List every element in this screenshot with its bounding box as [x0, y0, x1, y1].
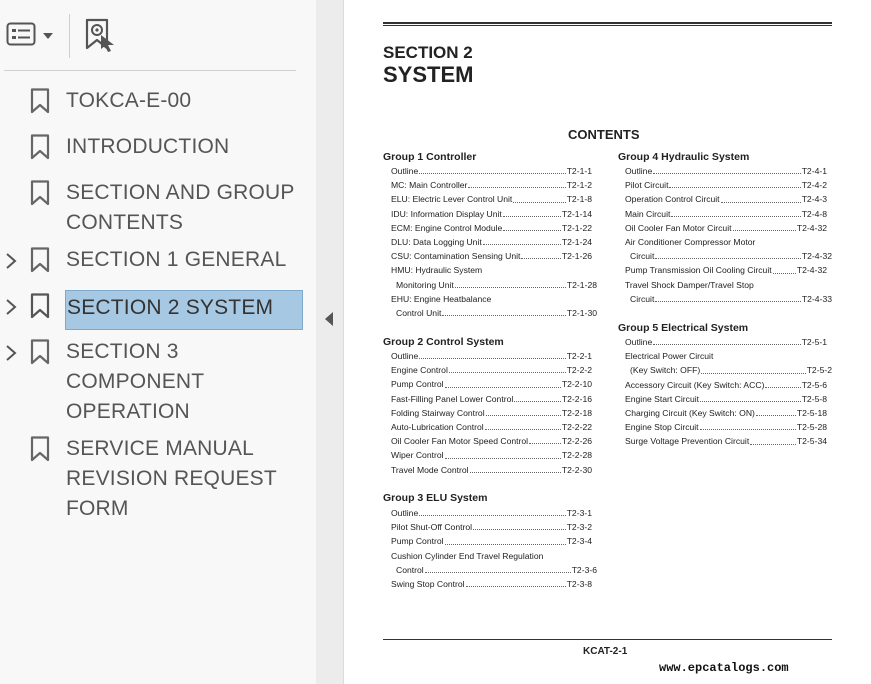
- toc-entry[interactable]: [391, 349, 592, 363]
- bookmark-label: SECTION AND GROUP CONTENTS: [66, 181, 295, 234]
- top-rule: [383, 22, 832, 24]
- toc-entry-label: Pump Control: [391, 536, 444, 547]
- toc-leader-dots: [455, 278, 566, 288]
- toc-entry[interactable]: [391, 292, 592, 306]
- toc-leader-dots: [521, 249, 560, 259]
- toc-entry-label: (Key Switch: OFF): [630, 365, 701, 376]
- toc-entry-page: T2-5-8: [801, 393, 827, 404]
- toc-entry-label: Outline: [391, 508, 419, 518]
- toc-entry-label: Electrical Power Circuit: [625, 351, 714, 362]
- toc-entry-label: Outline: [391, 351, 419, 361]
- toc-leader-dots: [503, 221, 561, 231]
- toc-entry[interactable]: [625, 278, 827, 292]
- bookmark-label: SECTION 1 GENERAL: [66, 248, 287, 271]
- group-title: Group 2 Control System: [383, 336, 504, 348]
- bookmark-options-button[interactable]: [6, 22, 56, 50]
- toc-leader-dots: [445, 534, 566, 544]
- toc-entry-label: Control: [396, 564, 424, 575]
- toc-entry[interactable]: [391, 306, 597, 320]
- bookmark-icon: [30, 293, 50, 319]
- toc-entry-page: T2-1-14: [561, 208, 592, 219]
- toc-entry-page: T2-1-2: [566, 180, 592, 191]
- toc-entry[interactable]: [625, 263, 827, 277]
- toc-entry-label: Engine Control: [391, 365, 448, 376]
- group-title: Group 4 Hydraulic System: [618, 151, 750, 163]
- toc-leader-dots: [473, 520, 566, 530]
- triangle-left-icon: [324, 311, 334, 327]
- toc-list: [625, 164, 832, 306]
- toc-entry-label: Outline: [391, 166, 419, 176]
- toc-entry-page: T2-4-1: [801, 166, 827, 176]
- group-title: Group 1 Controller: [383, 151, 477, 163]
- toc-entry[interactable]: [625, 420, 827, 434]
- toc-entry[interactable]: [391, 235, 592, 249]
- panel-collapse-button[interactable]: [316, 0, 344, 684]
- find-bookmark-button[interactable]: [84, 18, 118, 54]
- toc-leader-dots: [425, 563, 571, 573]
- toc-leader-dots: [733, 221, 796, 231]
- toc-entry[interactable]: [391, 363, 592, 377]
- toc-entry-label: Travel Shock Damper/Travel Stop: [625, 279, 754, 290]
- toc-entry-page: T2-3-1: [566, 508, 592, 518]
- toc-entry[interactable]: [391, 263, 592, 277]
- toc-list: [391, 349, 592, 477]
- top-rule-thin: [383, 25, 832, 26]
- toc-entry-label: ECM: Engine Control Module: [391, 222, 503, 233]
- toc-entry-page: T2-2-28: [561, 450, 592, 461]
- toc-entry[interactable]: [625, 178, 827, 192]
- chevron-right-icon[interactable]: [4, 298, 18, 316]
- toc-entry-page: T2-2-16: [561, 393, 592, 404]
- toc-entry-label: Folding Stairway Control: [391, 407, 485, 418]
- bookmark-item-service-manual-revision-request-form[interactable]: [0, 434, 316, 526]
- toc-entry[interactable]: [625, 349, 827, 363]
- toc-entry-label: CSU: Contamination Sensing Unit: [391, 251, 521, 262]
- toc-entry-page: T2-1-22: [561, 222, 592, 233]
- page-code: KCAT-2-1: [583, 646, 628, 657]
- toc-entry-page: T2-4-32: [796, 265, 827, 276]
- toc-entry-page: T2-2-10: [561, 379, 592, 390]
- toc-entry-page: T2-2-30: [561, 464, 592, 475]
- footer-rule: [383, 639, 832, 640]
- toc-entry-page: T2-3-2: [566, 522, 592, 533]
- toc-list: [625, 335, 832, 449]
- toc-leader-dots: [701, 363, 805, 373]
- toc-leader-dots: [756, 406, 796, 416]
- toc-entry-page: T2-2-1: [566, 351, 592, 361]
- toc-entry-page: T2-2-26: [561, 436, 592, 447]
- toc-leader-dots: [468, 178, 565, 188]
- toc-leader-dots: [486, 406, 561, 416]
- bookmark-label: SERVICE MANUAL REVISION REQUEST FORM: [66, 437, 277, 520]
- toc-entry-label: DLU: Data Logging Unit: [391, 237, 482, 248]
- toc-entry-page: T2-1-1: [566, 166, 592, 176]
- toc-leader-dots: [653, 335, 800, 345]
- toc-entry-label: Oil Cooler Fan Motor Speed Control: [391, 436, 529, 447]
- toc-leader-dots: [449, 363, 566, 373]
- toc-entry-label: Engine Stop Circuit: [625, 422, 699, 433]
- toc-entry-label: Fast-Filling Panel Lower Control: [391, 393, 514, 404]
- toc-leader-dots: [470, 463, 561, 473]
- toc-entry-page: T2-5-34: [796, 436, 827, 447]
- toc-entry-label: Pilot Shut-Off Control: [391, 522, 473, 533]
- toc-entry-page: T2-5-18: [796, 408, 827, 419]
- bookmark-label: SECTION 3 COMPONENT OPERATION: [66, 340, 205, 423]
- toc-entry-label: ELU: Electric Lever Control Unit: [391, 194, 513, 205]
- toc-entry[interactable]: [391, 506, 592, 520]
- toc-entry[interactable]: [391, 178, 592, 192]
- toolbar-divider: [69, 14, 70, 58]
- contents-heading: CONTENTS: [568, 127, 640, 142]
- bookmark-label: TOKCA-E-00: [66, 89, 192, 112]
- toc-entry-page: T2-5-6: [801, 379, 827, 390]
- toc-entry[interactable]: [625, 335, 827, 349]
- toc-leader-dots: [513, 192, 565, 202]
- toc-entry-page: T2-1-26: [561, 251, 592, 262]
- toc-entry-page: T2-4-32: [801, 251, 832, 262]
- toc-entry-label: MC: Main Controller: [391, 180, 468, 191]
- chevron-right-icon[interactable]: [4, 252, 18, 270]
- toc-entry-label: Engine Start Circuit: [625, 393, 700, 404]
- bookmark-label: INTRODUCTION: [66, 135, 230, 158]
- chevron-down-icon: [42, 32, 54, 40]
- toc-leader-dots: [750, 434, 796, 444]
- toc-entry[interactable]: [625, 363, 832, 377]
- toc-leader-dots: [442, 306, 566, 316]
- toc-entry[interactable]: [391, 392, 592, 406]
- toc-entry[interactable]: [625, 406, 827, 420]
- toc-entry-page: T2-4-32: [796, 222, 827, 233]
- bookmark-search-icon: [84, 18, 118, 54]
- toc-leader-dots: [700, 420, 796, 430]
- bookmark-icon: [30, 436, 50, 462]
- toc-leader-dots: [503, 207, 561, 217]
- bookmark-icon: [30, 180, 50, 206]
- bookmarks-panel: [0, 0, 317, 684]
- toc-leader-dots: [655, 249, 801, 259]
- toc-entry-label: Accessory Circuit (Key Switch: ACC): [625, 379, 765, 390]
- toc-entry[interactable]: [625, 207, 827, 221]
- toc-list: [391, 164, 597, 320]
- toc-leader-dots: [700, 392, 801, 402]
- toc-entry[interactable]: [391, 249, 592, 263]
- toc-leader-dots: [445, 448, 561, 458]
- toc-leader-dots: [669, 178, 800, 188]
- toc-entry-page: T2-4-8: [801, 208, 827, 219]
- toc-entry[interactable]: [625, 221, 827, 235]
- section-title: SYSTEM: [383, 62, 474, 87]
- toc-entry[interactable]: [391, 221, 592, 235]
- toc-entry-label: Charging Circuit (Key Switch: ON): [625, 408, 755, 419]
- bookmark-icon: [30, 88, 50, 114]
- toc-entry-label: HMU: Hydraulic System: [391, 265, 483, 276]
- toc-leader-dots: [671, 207, 800, 217]
- toc-entry-page: T2-5-1: [801, 337, 827, 347]
- toc-leader-dots: [419, 164, 565, 174]
- toc-entry-page: T2-5-2: [806, 365, 832, 376]
- toc-entry-label: Travel Mode Control: [391, 464, 469, 475]
- toc-entry-label: Pump Control: [391, 379, 444, 390]
- toc-entry[interactable]: [391, 420, 592, 434]
- toc-leader-dots: [483, 235, 561, 245]
- section-number: SECTION 2: [383, 43, 473, 62]
- bookmark-item-section-1-general[interactable]: [0, 245, 316, 277]
- toc-entry-label: IDU: Information Display Unit: [391, 208, 502, 219]
- toc-entry-label: Swing Stop Control: [391, 579, 465, 590]
- toc-entry-label: EHU: Engine Heatbalance: [391, 293, 492, 304]
- bookmark-label: SECTION 2 SYSTEM: [65, 290, 303, 330]
- toc-entry[interactable]: [391, 192, 592, 206]
- bookmark-icon: [30, 134, 50, 160]
- toc-entry[interactable]: [625, 192, 827, 206]
- toc-entry-page: T2-2-18: [561, 407, 592, 418]
- toc-entry[interactable]: [391, 520, 592, 534]
- options-list-icon: [6, 22, 36, 48]
- toc-entry[interactable]: [391, 406, 592, 420]
- toc-entry-page: T2-5-28: [796, 422, 827, 433]
- toc-leader-dots: [721, 192, 801, 202]
- toc-entry[interactable]: [625, 249, 832, 263]
- bookmark-icon: [30, 247, 50, 273]
- toc-entry-page: T2-2-2: [566, 365, 592, 376]
- toc-entry-page: T2-4-33: [801, 293, 832, 304]
- toc-entry-page: T2-2-22: [561, 422, 592, 433]
- toc-entry-label: Pump Transmission Oil Cooling Circuit: [625, 265, 772, 276]
- bookmark-item-section-3-component-operation[interactable]: [0, 337, 316, 429]
- bookmark-icon: [30, 339, 50, 365]
- toc-entry-label: Circuit: [630, 293, 655, 304]
- toc-entry[interactable]: [391, 534, 592, 548]
- toc-entry-page: T2-3-6: [571, 564, 597, 575]
- toc-leader-dots: [445, 377, 561, 387]
- toc-entry-label: Pilot Circuit: [625, 180, 669, 191]
- toc-entry-page: T2-1-30: [566, 308, 597, 319]
- toc-leader-dots: [419, 349, 565, 359]
- toc-leader-dots: [529, 434, 561, 444]
- toc-entry[interactable]: [391, 577, 592, 591]
- toc-leader-dots: [773, 263, 796, 273]
- bookmark-item-section-and-group-contents[interactable]: [0, 178, 316, 240]
- toc-entry-page: T2-1-24: [561, 237, 592, 248]
- toc-entry-label: Surge Voltage Prevention Circuit: [625, 436, 750, 447]
- toc-entry-page: T2-4-3: [801, 194, 827, 205]
- toc-entry[interactable]: [391, 463, 592, 477]
- group-title: Group 5 Electrical System: [618, 322, 749, 334]
- toc-leader-dots: [655, 292, 801, 302]
- toc-entry[interactable]: [391, 377, 592, 391]
- toc-entry-label: Monitoring Unit: [396, 279, 454, 290]
- toc-entry[interactable]: [391, 434, 592, 448]
- toc-entry[interactable]: [625, 378, 827, 392]
- toc-entry-label: Cushion Cylinder End Travel Regulation: [391, 550, 544, 561]
- document-page: [344, 0, 871, 684]
- toc-entry-label: Outline: [625, 166, 653, 176]
- toc-leader-dots: [466, 577, 566, 587]
- toc-entry-label: Air Conditioner Compressor Motor: [625, 237, 756, 248]
- toc-entry[interactable]: [391, 549, 592, 563]
- toc-entry[interactable]: [391, 164, 592, 178]
- toc-entry-label: Control Unit: [396, 308, 442, 319]
- bookmark-item-introduction[interactable]: [0, 132, 316, 164]
- bookmark-item-section-2-system[interactable]: [0, 290, 316, 330]
- toc-entry[interactable]: [391, 563, 597, 577]
- toc-entry-label: Outline: [625, 337, 653, 347]
- toc-entry-label: Wiper Control: [391, 450, 444, 461]
- toc-leader-dots: [765, 378, 800, 388]
- toc-entry-label: Operation Control Circuit: [625, 194, 720, 205]
- toc-entry[interactable]: [391, 207, 592, 221]
- toc-entry-label: Oil Cooler Fan Motor Circuit: [625, 222, 732, 233]
- toc-entry-page: T2-1-28: [566, 279, 597, 290]
- toc-entry[interactable]: [391, 448, 592, 462]
- toc-leader-dots: [485, 420, 561, 430]
- toc-leader-dots: [514, 392, 561, 402]
- toc-entry[interactable]: [625, 434, 827, 448]
- panel-divider: [4, 70, 296, 71]
- toc-entry-page: T2-1-8: [566, 194, 592, 205]
- toc-entry-page: T2-3-8: [566, 579, 592, 590]
- chevron-right-icon[interactable]: [4, 344, 18, 362]
- watermark: www.epcatalogs.com: [659, 661, 789, 675]
- toc-entry-label: Auto-Lubrication Control: [391, 422, 484, 433]
- toc-list: [391, 506, 597, 591]
- toc-entry[interactable]: [625, 292, 832, 306]
- toc-entry[interactable]: [625, 392, 827, 406]
- bookmark-item-tokca[interactable]: [0, 86, 316, 118]
- toc-entry-label: Circuit: [630, 251, 655, 262]
- toc-entry[interactable]: [391, 278, 597, 292]
- toc-entry-label: Main Circuit: [625, 208, 671, 219]
- toc-entry-page: T2-3-4: [566, 536, 592, 547]
- toc-entry-page: T2-4-2: [801, 180, 827, 191]
- group-title: Group 3 ELU System: [383, 492, 488, 504]
- toc-leader-dots: [653, 164, 800, 174]
- toc-leader-dots: [419, 506, 565, 516]
- toc-entry[interactable]: [625, 164, 827, 178]
- toc-entry[interactable]: [625, 235, 827, 249]
